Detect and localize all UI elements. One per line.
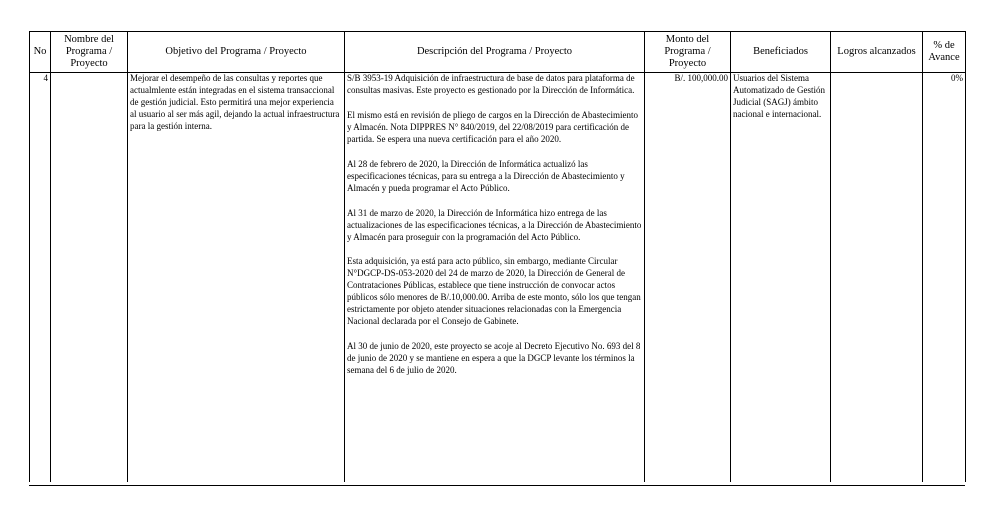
cell-monto: B/. 100,000.00	[645, 73, 731, 483]
cell-avance: 0%	[923, 73, 966, 483]
cell-objetivo: Mejorar el desempeño de las consultas y reportes que actualmlente están integradas en el sistema transaccional de gestión judicial. Esto permitirá una mejor experiencia al usuario al ser más agil, dejando la actual infraestructura para la gestión interna.	[128, 73, 345, 483]
descripcion-paragraph: Al 28 de febrero de 2020, la Dirección de Informática actualizó las especificaciones técnicas, para su entrega a la Dirección de Abastecimiento y Almacén y pueda programar el Acto Público.	[347, 158, 625, 193]
projects-table	[29, 31, 966, 482]
header-logros: Logros alcanzados	[831, 32, 923, 73]
cell-descripcion	[345, 73, 645, 483]
descripcion-paragraph: Esta adquisición, ya está para acto público, sin embargo, mediante Circular N°DGCP-DS-053-2020 del 24 de marzo de 2020, la Dirección de General de Contrataciones Públicas, establece que tiene instrucción de convocar actos públicos sólo menores de B/.10,000.00. Arriba de este monto, sólo los que tengan estrictamente por objeto atender situaciones relacionadas con la Emergencia Nacional declarada por el Consejo de Gabinete.	[347, 256, 641, 327]
header-beneficiados: Beneficiados	[731, 32, 831, 73]
descripcion-paragraph: Al 30 de junio de 2020, este proyecto se acoje al Decreto Ejecutivo No. 693 del 8 de junio de 2020 y se mantiene en espera a que la DGCP levante los términos la semana del 6 de julio de 2020.	[347, 341, 641, 376]
cell-logros	[831, 73, 923, 483]
table-row	[30, 73, 966, 483]
descripcion-paragraph: Al 31 de marzo de 2020, la Dirección de Informática hizo entrega de las actualizaciones de las especificaciones técnicas, a la Dirección de Abastecimiento y Almacén para proseguir con la programación del Acto Público.	[347, 207, 642, 242]
cell-beneficiados: Usuarios del Sistema Automatizado de Gestión Judicial (SAGJ) ámbito nacional e internacional.	[731, 73, 831, 483]
cell-no: 4	[30, 73, 51, 483]
table-bottom-rule	[29, 485, 965, 486]
table-header-row	[30, 32, 966, 73]
header-objetivo: Objetivo del Programa / Proyecto	[128, 32, 345, 73]
header-descripcion: Descripción del Programa / Proyecto	[345, 32, 645, 73]
descripcion-paragraph: El mismo está en revisión de pliego de cargos en la Dirección de Abastecimiento y Almacén. Nota DIPPRES N° 840/2019, del 22/08/2019 para certificación de partida. Se espera una nueva certificación para el año 2020.	[347, 109, 638, 144]
header-avance: % de Avance	[923, 32, 966, 73]
header-monto: Monto del Programa / Proyecto	[645, 32, 731, 73]
descripcion-paragraph: S/B 3953-19 Adquisición de infraestructura de base de datos para plataforma de consultas masivas. Este proyecto es gestionado por la Dirección de Informática.	[347, 73, 635, 95]
cell-nombre	[51, 73, 128, 483]
header-nombre: Nombre del Programa / Proyecto	[51, 32, 128, 73]
header-no: No	[30, 32, 51, 73]
